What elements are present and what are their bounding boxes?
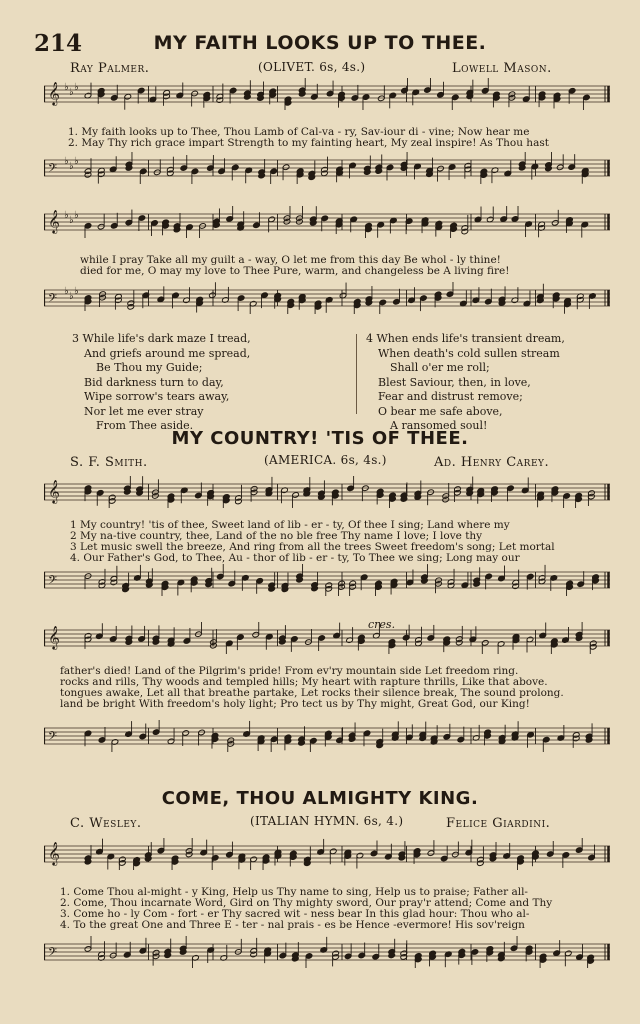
verse-line: And griefs around me spread, — [84, 346, 251, 360]
hymn-1-author: Ray Palmer. — [70, 61, 150, 76]
svg-text:𝄢: 𝄢 — [48, 162, 58, 178]
lyric-line: died for me, O may my love to Thee Pure, warm, and changeless be A living fire! — [80, 265, 510, 277]
hymn-1-verse-3 — [72, 332, 251, 434]
svg-text:𝄞: 𝄞 — [48, 479, 60, 503]
lyric-line: 2 My na-tive country, thee, Land of the no ble free Thy name I love; I love thy — [70, 530, 483, 542]
verse-line: Fear and distrust remove; — [378, 390, 523, 403]
svg-text:♭: ♭ — [64, 82, 69, 93]
svg-text:𝄞: 𝄞 — [48, 209, 60, 233]
hymn-2-system-1-bass — [44, 564, 610, 596]
lyric-line: 1. My faith looks up to Thee, Thou Lamb of Cal-va - ry, Sav-iour di - vine; Now hear me — [68, 126, 530, 138]
lyric-line: 3. Come ho - ly Com - fort - er Thy sacred wit - ness bear In this glad hour: Thou who al- — [60, 908, 530, 920]
svg-text:𝄞: 𝄞 — [48, 625, 60, 649]
svg-text:♭: ♭ — [64, 286, 69, 297]
hymn-2-tune: (AMERICA. 6s, 4s.) — [264, 453, 387, 467]
lyric-line: 1. Come Thou al-might - y King, Help us Thy name to sing, Help us to praise; Father all- — [60, 886, 528, 898]
hymn-3-system-1-bass — [44, 936, 610, 968]
hymn-1-tune: (OLIVET. 6s, 4s.) — [258, 60, 366, 74]
lyric-line: tongues awake, Let all that breathe partake, Let rocks their silence break, The sound prolong. — [60, 687, 564, 699]
hymn-1-title: MY FAITH LOOKS UP TO THEE. — [153, 32, 487, 54]
page-number: 214 — [34, 30, 83, 57]
verse-line: When death's cold sullen stream — [378, 346, 560, 360]
verse-line: Be Thou my Guide; — [96, 361, 203, 374]
svg-text:𝄢: 𝄢 — [48, 946, 58, 962]
svg-text:𝄢: 𝄢 — [48, 292, 58, 308]
verse-line: Blest Saviour, then, in love, — [378, 375, 531, 389]
hymn-2-author: S. F. Smith. — [70, 455, 148, 470]
verse-line: Shall o'er me roll; — [390, 361, 490, 374]
hymn-1-system-1-treble — [44, 78, 610, 110]
svg-text:𝄞: 𝄞 — [48, 841, 60, 865]
lyric-line: 2. May Thy rich grace impart Strength to my fainting heart, My zeal inspire! As Thou hast — [68, 137, 549, 149]
svg-text:♭: ♭ — [69, 86, 74, 98]
hymn-2-system-1-treble — [44, 476, 610, 508]
lyric-line: 4. To the great One and Three E - ter - nal prais - es be Hence -evermore! His sov'reign — [60, 919, 525, 931]
hymn-2-system-1-lyrics — [70, 520, 555, 564]
svg-text:♭: ♭ — [69, 290, 74, 302]
svg-text:♭: ♭ — [69, 214, 74, 226]
hymn-3-tune: (ITALIAN HYMN. 6s, 4.) — [250, 814, 404, 828]
lyric-line: 1 My country! 'tis of thee, Sweet land of lib - er - ty, Of thee I sing; Land where my — [70, 519, 510, 531]
verse-line: Wipe sorrow's tears away, — [84, 390, 230, 403]
hymn-3-title: COME, THOU ALMIGHTY KING. — [161, 788, 479, 809]
svg-text:♭: ♭ — [74, 210, 79, 221]
hymn-2-system-2-bass — [44, 720, 610, 752]
svg-text:𝄢: 𝄢 — [48, 730, 58, 746]
verse-line: Nor let me ever stray — [84, 404, 204, 418]
verse-line: O bear me safe above, — [378, 404, 503, 418]
svg-text:♭: ♭ — [64, 156, 69, 167]
hymn-1-system-1-bass — [44, 152, 610, 184]
svg-text:♭: ♭ — [74, 82, 79, 93]
lyric-line: father's died! Land of the Pilgrim's pride! From ev'ry mountain side Let freedom ring. — [60, 665, 519, 677]
verse-line: From Thee aside. — [96, 419, 194, 432]
svg-text:𝄢: 𝄢 — [48, 574, 58, 590]
svg-text:♭: ♭ — [64, 210, 69, 221]
hymn-3-composer: Felice Giardini. — [446, 816, 551, 831]
lyric-line: rocks and rills, Thy woods and templed hills; My heart with rapture thrills, Like that above. — [60, 676, 548, 688]
verse-line: A ransomed soul! — [390, 419, 488, 432]
hymn-2-composer: Ad. Henry Carey. — [434, 455, 550, 470]
svg-text:♭: ♭ — [69, 160, 74, 172]
hymn-1-system-2-treble — [44, 206, 610, 238]
verse-divider — [356, 334, 357, 414]
hymn-2-system-2-lyrics — [60, 666, 564, 710]
lyric-line: 3 Let music swell the breeze, And ring from all the trees Sweet freedom's song; Let mortal — [70, 541, 555, 553]
hymn-3-system-1-lyrics — [60, 887, 552, 931]
hymn-2-system-2-treble — [44, 622, 610, 654]
verse-line: 3 While life's dark maze I tread, — [72, 332, 251, 345]
hymn-3-system-1-treble — [44, 838, 610, 870]
cres-marking: cres. — [368, 618, 396, 631]
lyric-line: land be bright With freedom's holy light; Pro tect us by Thy might, Great God, our King! — [60, 698, 530, 710]
hymn-1-system-2-bass — [44, 282, 610, 314]
hymn-1-system-1-lyrics — [68, 127, 549, 149]
hymn-2-title: MY COUNTRY! 'TIS OF THEE. — [171, 428, 469, 449]
svg-text:♭: ♭ — [74, 286, 79, 297]
hymn-3-author: C. Wesley. — [70, 816, 142, 831]
lyric-line: while I pray Take all my guilt a - way, O let me from this day Be whol - ly thine! — [80, 254, 501, 266]
verse-line: 4 When ends life's transient dream, — [366, 332, 565, 345]
lyric-line: 2. Come, Thou incarnate Word, Gird on Thy mighty sword, Our pray'r attend; Come and Thy — [60, 897, 553, 909]
svg-text:♭: ♭ — [74, 156, 79, 167]
hymn-1-composer: Lowell Mason. — [452, 61, 552, 76]
hymn-1-verse-4 — [366, 332, 565, 434]
svg-text:𝄞: 𝄞 — [48, 81, 60, 105]
lyric-line: 4. Our Father's God, to Thee, Au - thor of lib - er - ty, To Thee we sing; Long may our — [70, 552, 520, 564]
verse-line: Bid darkness turn to day, — [84, 375, 224, 389]
hymn-1-system-2-lyrics — [80, 255, 509, 277]
